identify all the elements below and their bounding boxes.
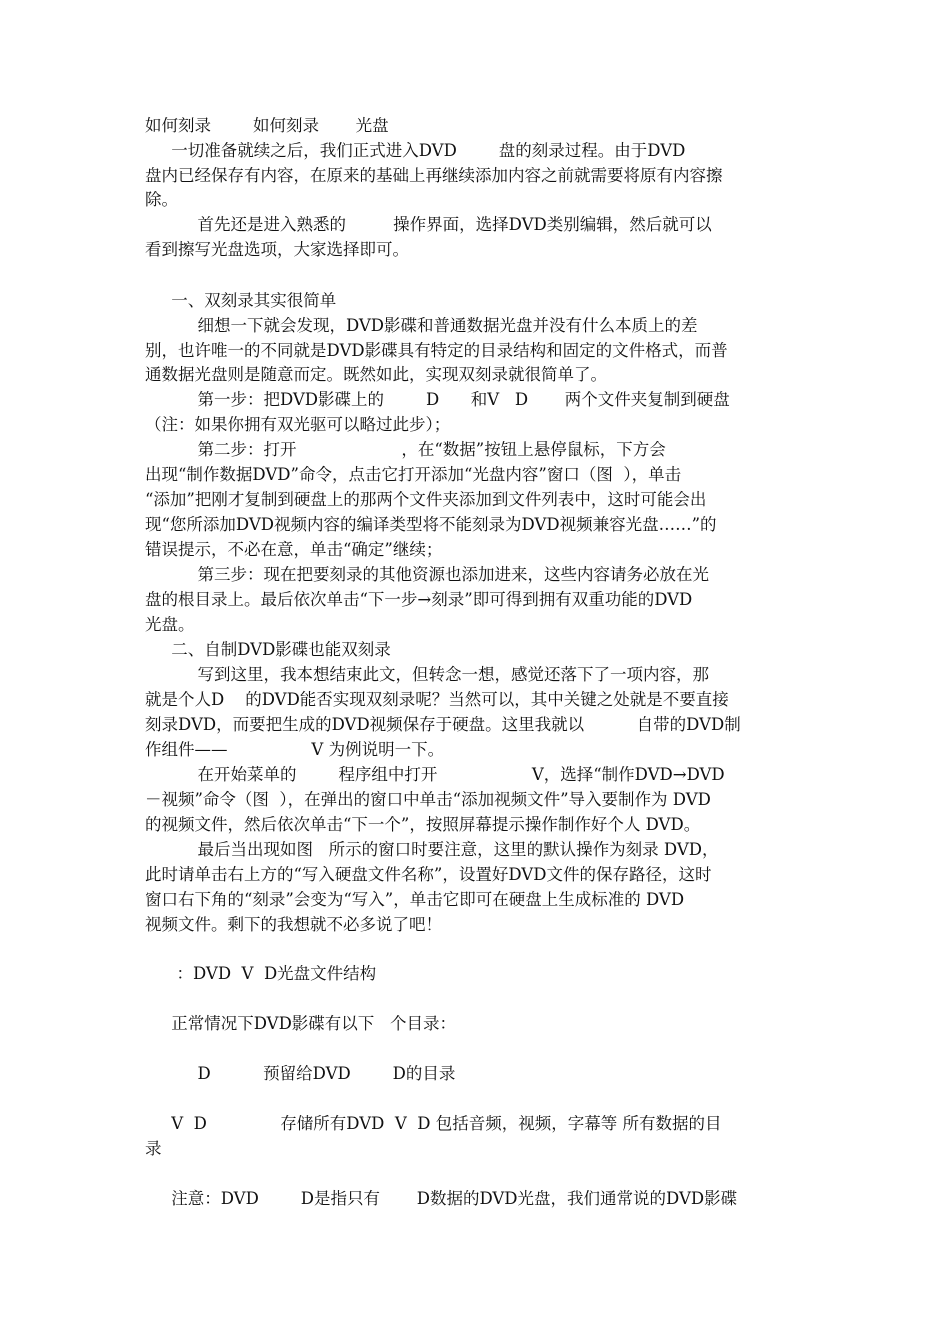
paragraph-line: 盘的根目录上。最后依次单击“下一步→刻录”即可得到拥有双重功能的DVD (145, 590, 693, 609)
paragraph-line: 的视频文件，然后依次单击“下一个”，按照屏幕提示操作制作好个人 DVD。 (145, 815, 701, 834)
paragraph-line: 视频文件。剩下的我想就不必多说了吧！ (145, 915, 442, 934)
paragraph-line: 作组件—— V 为例说明一下。 (145, 740, 445, 759)
paragraph-line: 写到这里，我本想结束此文，但转念一想，感觉还落下了一项内容，那 (145, 665, 709, 684)
paragraph-line: 盘内已经保存有内容，在原来的基础上再继续添加内容之前就需要将原有内容擦 (145, 166, 723, 185)
paragraph-line: 刻录DVD，而要把生成的DVD视频保存于硬盘。这里我就以 自带的DVD制 (145, 715, 741, 734)
paragraph-line: 除。 (145, 190, 178, 209)
note-line: 注意：DVD D是指只有 D数据的DVD光盘，我们通常说的DVD影碟 (145, 1189, 738, 1208)
paragraph-line: 光盘。 (145, 615, 195, 634)
paragraph-line: 细想一下就会发现，DVD影碟和普通数据光盘并没有什么本质上的差 (145, 316, 698, 335)
document-title-line: 如何刻录 如何刻录 光盘 (145, 116, 389, 135)
paragraph-line: 最后当出现如图 所示的窗口时要注意，这里的默认操作为刻录 DVD， (145, 840, 719, 859)
directory-entry: D 预留给DVD D的目录 (145, 1064, 456, 1083)
section-heading: 一、双刻录其实很简单 (145, 291, 337, 310)
paragraph-line: 第二步：打开 ，在“数据”按钮上悬停鼠标，下方会 (145, 440, 666, 459)
section-heading: 二、自制DVD影碟也能双刻录 (145, 640, 391, 659)
paragraph-line: 通数据光盘则是随意而定。既然如此，实现双刻录就很简单了。 (145, 365, 607, 384)
paragraph-line: 出现“制作数据DVD”命令，点击它打开添加“光盘内容”窗口（图 ），单击 (145, 465, 682, 484)
paragraph-line: “添加”把刚才复制到硬盘上的那两个文件夹添加到文件列表中，这时可能会出 (145, 490, 707, 509)
paragraph-line: －视频”命令（图 ），在弹出的窗口中单击“添加视频文件”导入要制作为 DVD (145, 790, 711, 809)
paragraph-line: 就是个人D 的DVD能否实现双刻录呢？当然可以，其中关键之处就是不要直接 (145, 690, 729, 709)
paragraph-line: 首先还是进入熟悉的 操作界面，选择DVD类别编辑，然后就可以 (145, 215, 712, 234)
paragraph-line: 别，也许唯一的不同就是DVD影碟具有特定的目录结构和固定的文件格式，而普 (145, 341, 728, 360)
paragraph-line: 窗口右下角的“刻录”会变为“写入”，单击它即可在硬盘上生成标准的 DVD (145, 890, 685, 909)
paragraph-line: （注：如果你拥有双光驱可以略过此步）； (145, 415, 451, 434)
paragraph-line: 看到擦写光盘选项，大家选择即可。 (145, 240, 409, 259)
appendix-heading: ：DVD V D光盘文件结构 (145, 964, 377, 983)
paragraph-line: 第三步：现在把要刻录的其他资源也添加进来，这些内容请务必放在光 (145, 565, 709, 584)
paragraph-line: 在开始菜单的 程序组中打开 V，选择“制作DVD→DVD (145, 765, 725, 784)
directory-entry: V D 存储所有DVD V D 包括音频，视频，字幕等 所有数据的目 (145, 1114, 722, 1133)
paragraph-line: 正常情况下DVD影碟有以下 个目录： (145, 1014, 457, 1033)
paragraph-line: 第一步：把DVD影碟上的 D 和V D 两个文件夹复制到硬盘 (145, 390, 730, 409)
paragraph-line: 此时请单击右上方的“写入硬盘文件名称”，设置好DVD文件的保存路径，这时 (145, 865, 712, 884)
paragraph-line: 录 (145, 1139, 162, 1158)
paragraph-line: 错误提示，不必在意，单击“确定”继续； (145, 540, 443, 559)
paragraph-line: 现“您所添加DVD视频内容的编译类型将不能刻录为DVD视频兼容光盘……”的 (145, 515, 717, 534)
paragraph-line: 一切准备就续之后，我们正式进入DVD 盘的刻录过程。由于DVD (145, 141, 686, 160)
